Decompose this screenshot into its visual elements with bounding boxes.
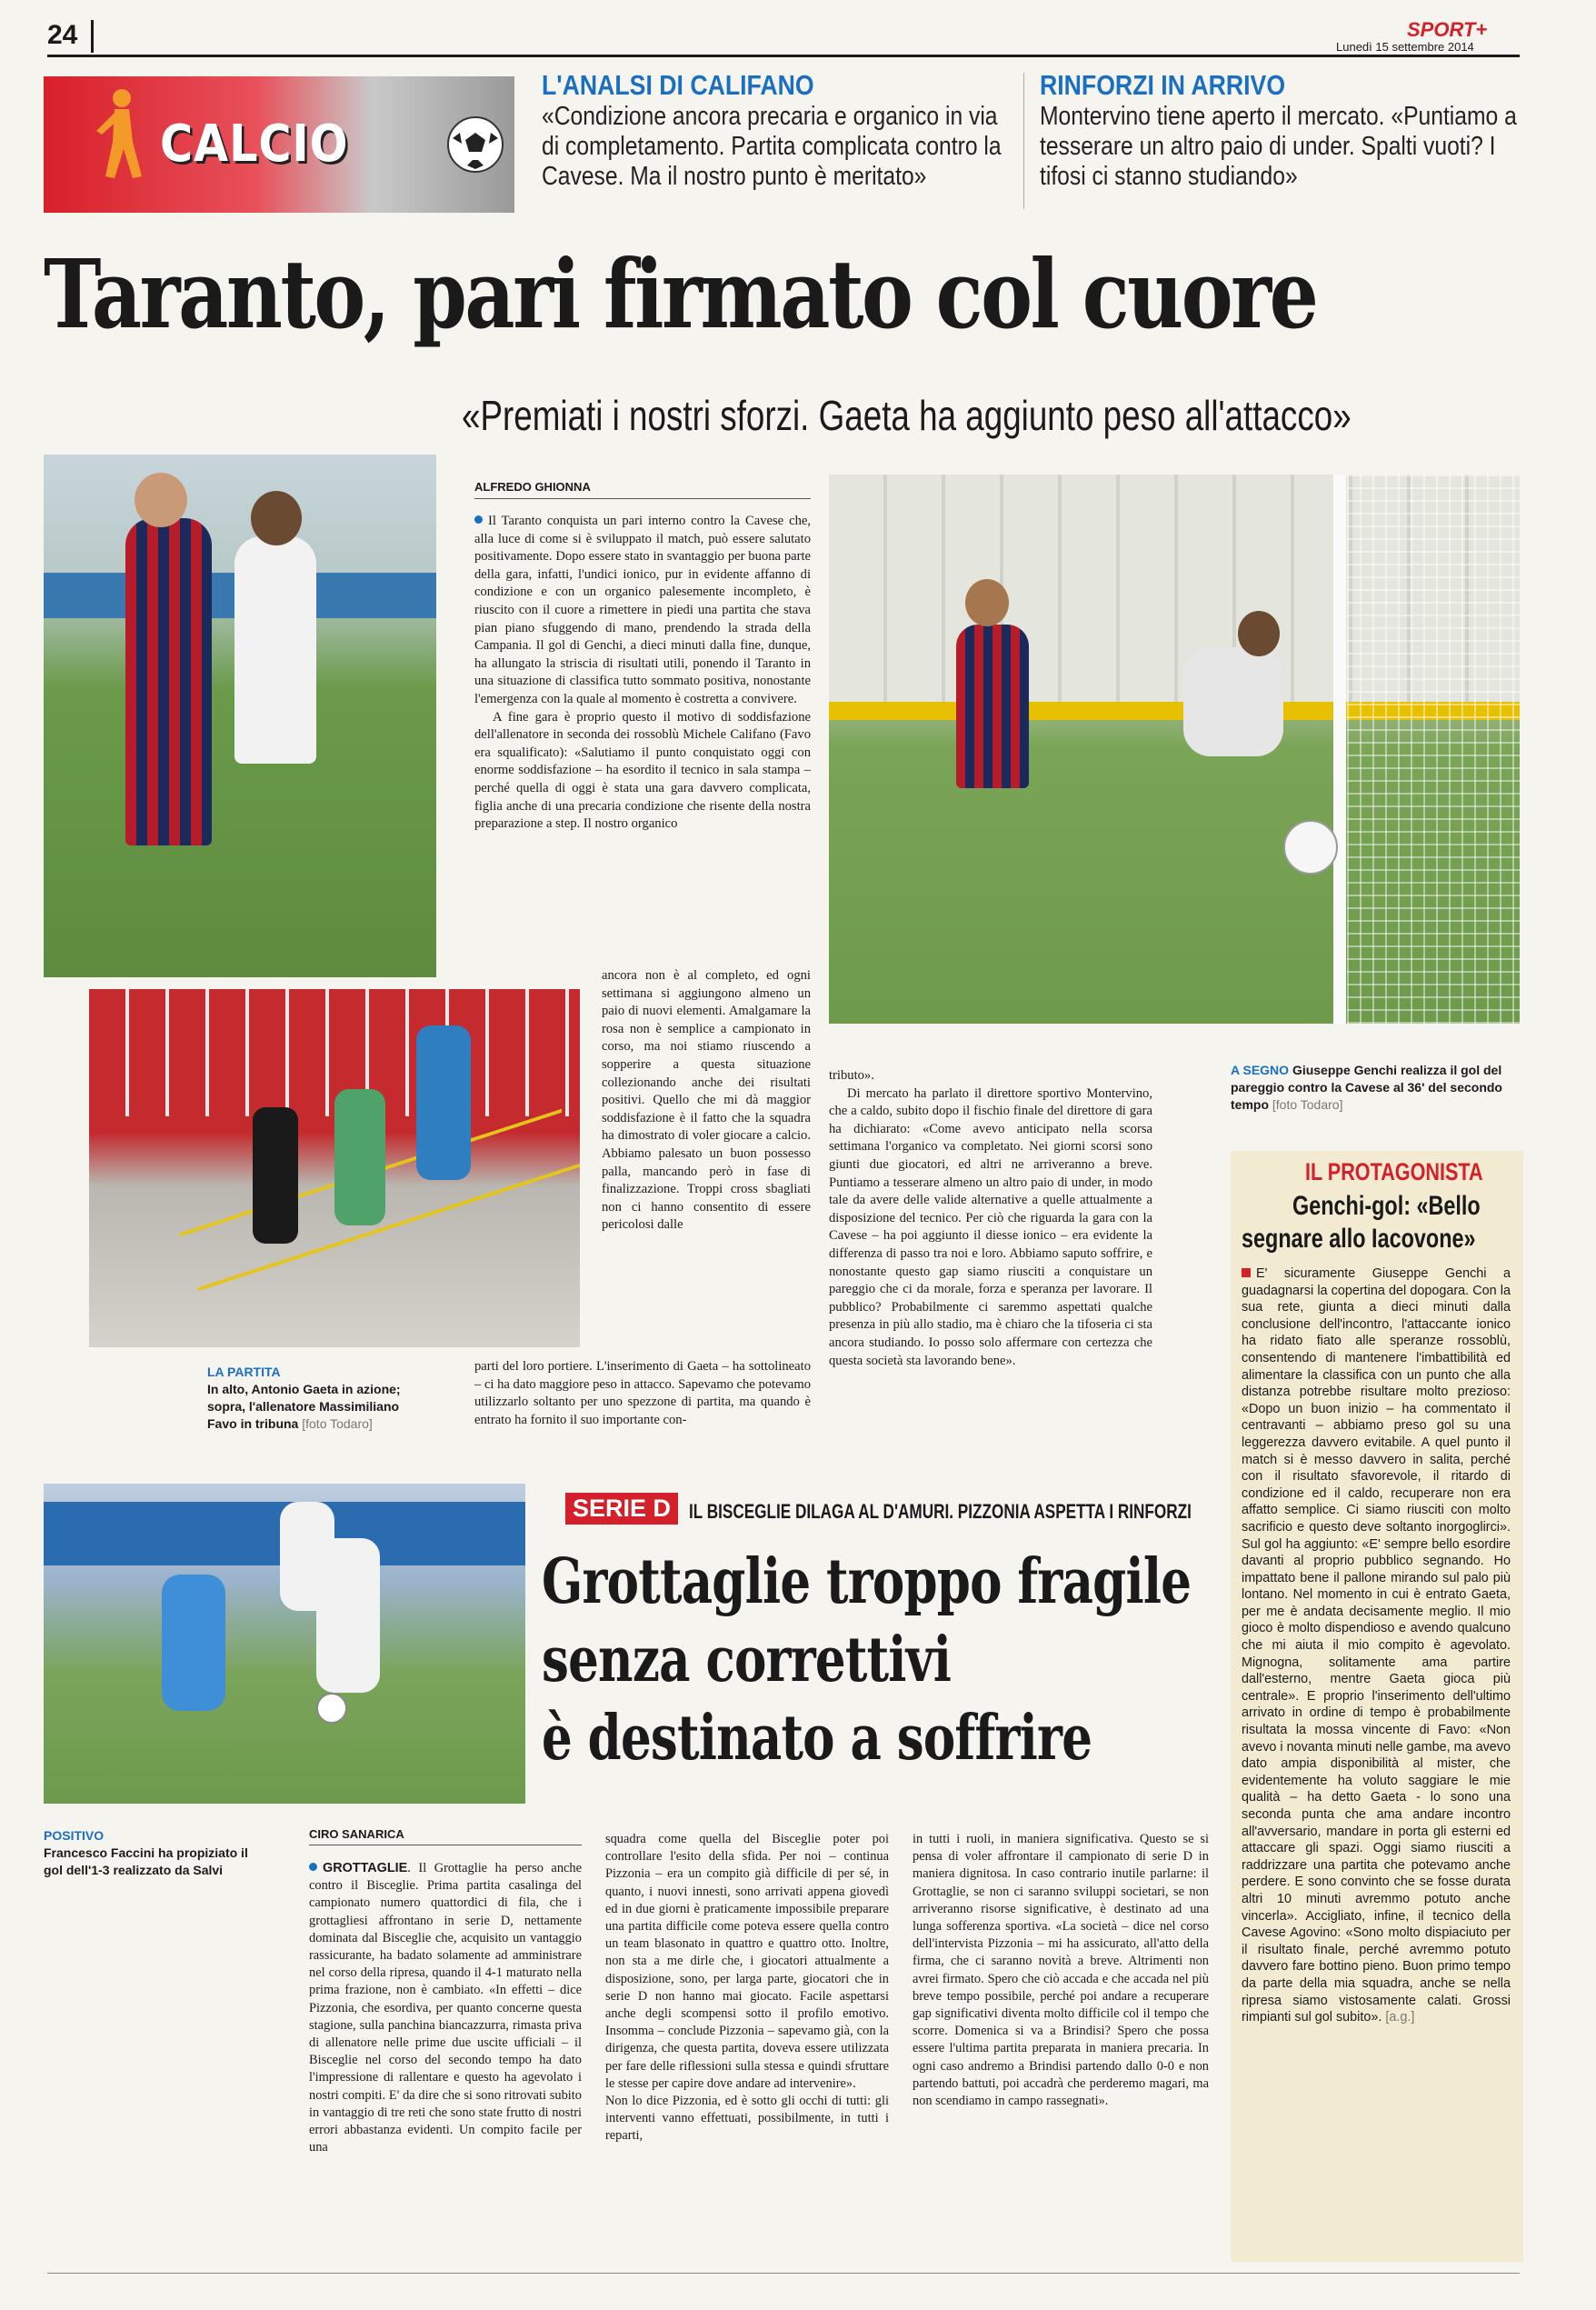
sidebar-title-line-1: Genchi-gol: «Bello	[1292, 1191, 1481, 1221]
serie-d-column-1	[309, 1860, 582, 2156]
main-headline: Taranto, pari firmato col cuore	[44, 238, 1317, 350]
paragraph: A fine gara è proprio questo il motivo di soddisfazione dell'allenatore in seconda dei rossoblù Michele Califano (Favo era squalificato): «Salutiamo il punto conquistato oggi con enorme soddisfazione – ha esordito il tecnico in sala stampa – perché quella di oggi è stata una gara davvero complicata, figlia anche di una precaria condizione che risente della nostra preparazione a step. Il nostro organico	[474, 709, 811, 832]
brand-logo: SPORT+	[1407, 18, 1488, 41]
main-article-column-1-narrow	[602, 967, 811, 1235]
sidebar-protagonista	[1231, 1151, 1523, 2262]
caption-text: Giuseppe Genchi realizza il gol del pareggio contro la Cavese al 36' del secondo tempo	[1231, 1063, 1502, 1112]
photo-credit: [foto Todaro]	[1272, 1097, 1343, 1112]
caption-partita	[207, 1364, 425, 1433]
caption-a-segno	[1231, 1062, 1521, 1114]
section-banner	[44, 76, 514, 213]
bullet-icon	[474, 515, 483, 524]
caption-label: A SEGNO	[1231, 1063, 1290, 1077]
photo-credit: [foto Todaro]	[302, 1416, 373, 1431]
sidebar-title-line-2: segnare allo Iacovone»	[1242, 1224, 1476, 1254]
caption-label: LA PARTITA	[207, 1365, 281, 1379]
serie-d-tag: SERIE D	[565, 1493, 678, 1525]
serie-d-column-3: in tutti i ruoli, in maniera significativa. Questo se si pensa di voler affrontare il campionato di serie D in maniera dignitosa. In caso contrario inutile parlarne: il Grottaglie, se non ci saranno sviluppi societari, se non arriveranno risorse significative, è destinato ad una lunga sofferenza sportiva. «La società – dice nel corso dell'intervista Pizzonia – mi ha assicurato, all'atto della firma, che ci saranno novità a breve. Altrimenti non avrei firmato. Spero che ciò accada e che accada nel più breve tempo possibile, perché poi andare a recuperare gap significativi diventa molto difficile col il tempo che scorre. Domenica si va a Brindisi? Spero che possa essere l'ultima partita preparata in maniera precaria. In ogni caso andremo a Brindisi partendo dallo 0-0 e non partendo battuti, poi accadrà che perderemo magari, ma non scendiamo in campo rassegnati».	[913, 1832, 1209, 2109]
page-number-divider	[91, 20, 94, 53]
paragraph: tributo».	[829, 1068, 874, 1083]
serie-d-byline: CIRO SANARICA	[309, 1827, 404, 1841]
header-rule	[47, 55, 1520, 57]
caption-text: In alto, Antonio Gaeta in azione; sopra, l'allenatore Massimiliano Favo in tribuna	[207, 1382, 401, 1431]
teaser-califano-title: L'ANALSI DI CALIFANO	[542, 69, 814, 101]
teaser-rinforzi-body: Montervino tiene aperto il mercato. «Puntiamo a tesserare un altro paio di under. Spalti vuoti? I tifosi ci stanno studiando»	[1040, 102, 1517, 191]
main-article-column-1-tail	[474, 1358, 811, 1429]
serie-d-headline-line-3: è destinato a soffrire	[542, 1702, 1092, 1775]
sidebar-kicker: IL PROTAGONISTA	[1305, 1158, 1483, 1185]
paragraph: GROTTAGLIE. Il Grottaglie ha perso anche contro il Bisceglie. Prima partita casalinga del campionato numero quattordici di fila, che i grottagliesi affrontano in serie D, nettamente dominata dal Bisceglie che, acquisito un vantaggio rassicurante, ha badato solamente ad amministrare nel corso della ripresa, quando il 4-1 maturato nella prima frazione, non è cambiato. «In effetti – dice Pizzonia, che esordiva, per quanto concerne questa stagione, sulla panchina biancazzurra, rimasta priva di allenatore nelle prime due uscite ufficiali – il Bisceglie nel corso del secondo tempo ha dato l'impressione di rallentare e questo ha agevolato i nostri compiti. E' da dire che si sono ritrovati subito in vantaggio di tre reti che sono state frutto di nostri errori abbastanza evidenti. Un compito facile per una	[309, 1861, 582, 2155]
serie-d-headline-line-2: senza correttivi	[542, 1624, 952, 1696]
serie-d-strap: IL BISCEGLIE DILAGA AL D'AMURI. PIZZONIA ASPETTA I RINFORZI	[689, 1500, 1192, 1523]
caption-text: Francesco Faccini ha propiziato il gol dell'1-3 realizzato da Salvi	[44, 1845, 248, 1877]
serie-d-headline-line-1: Grottaglie troppo fragile	[542, 1545, 1192, 1618]
paragraph: parti del loro portiere. L'inserimento di Gaeta – ha sottolineato – ci ha dato maggiore peso in attacco. Sapevamo che potevamo utilizzarlo soltanto per uno spezzone di partita, ma quando è entrato ha fornito il suo importante con-	[474, 1359, 811, 1427]
main-subheadline: «Premiati i nostri sforzi. Gaeta ha aggiunto peso all'attacco»	[462, 392, 1352, 439]
section-label: CALCIO	[160, 115, 349, 174]
photo-gaeta-action	[44, 455, 436, 977]
bottom-rule	[47, 2273, 1520, 2274]
red-square-icon	[1242, 1268, 1251, 1277]
sidebar-signature: [a.g.]	[1385, 2010, 1415, 2025]
main-article-column-2	[829, 1067, 1152, 1370]
caption-positivo	[44, 1827, 253, 1879]
byline-rule	[474, 498, 811, 499]
teaser-rinforzi-title: RINFORZI IN ARRIVO	[1040, 69, 1286, 101]
soccer-ball-icon	[444, 113, 507, 176]
issue-date: Lunedì 15 settembre 2014	[1336, 40, 1474, 54]
bullet-icon	[309, 1863, 317, 1871]
main-byline: ALFREDO GHIONNA	[474, 480, 591, 494]
photo-genchi-goal	[829, 475, 1520, 1024]
photo-faccini	[44, 1484, 525, 1804]
caption-label: POSITIVO	[44, 1828, 105, 1843]
main-article-column-1	[474, 513, 811, 834]
dateline: GROTTAGLIE	[323, 1861, 408, 1875]
page-number: 24	[47, 20, 78, 50]
sidebar-body: E' sicuramente Giuseppe Genchi a guadagnarsi la copertina del dopogara. Con la sua rete, giunta a dieci minuti dalla conclusione dell'incontro, l'attaccante ionico ha ridato fiato alle speranze rossoblù, consentendo di mantenere l'imbattibilità ed alimentare la classifica con un punto che alla distanza potrebbe risultare molto prezioso: «Dopo un buon inizio – ha commentato il centravanti – abbiamo preso gol su una leggerezza davvero evitabile. A quel punto il match si è messo davvero in salita, perché con il risultato sfavorevole, il ritardo di condizione ed il caldo, recuperare non era affatto semplice. Ci siamo riusciti con molto sacrificio e questo deve soltanto inorgoglirci». Sul gol ha aggiunto: «E' sempre bello esordire davanti al proprio pubblico segnando. Ho impattato bene il pallone mirando sul palo più lontano. Nel momento in cui è entrato Gaeta, per me è andata decisamente meglio. Il mio gioco è molto dispendioso e avendo qualcuno che mi aiuta il mio compito è agevolato. Mignogna, solitamente ama partire dall'esterno, mentre Gaeta gioca più centrale». E proprio l'inserimento dell'ultimo arrivato in ordine di tempo è probabilmente risultata la mossa vincente di Favo: «Non avevo i novanta minuti nelle gambe, ma avevo dato ampia disponibilità al mister, che evidentemente ha voluto saggiare le mie qualità – ha detto Gaeta - lo sono una seconda punta che ama andare incontro all'avversario, mandare in porta gli esterni ed attaccare gli spazi. Oggi siamo riusciti a raddrizzare una partita che potevamo anche perdere. E sono convinto che se fosse durata altri 10 minuti avremmo potuto anche vincerla». Accigliato, infine, il tecnico della Cavese Agovino: «Sono molto dispiaciuto per il risultato finale, perché avremmo potuto davvero fare bottino pieno. Buon primo tempo da parte della mia squadra, anche se nella ripresa siamo vistosamente calati. Grossi rimpianti sul gol subito». [a.g.]	[1242, 1266, 1511, 2025]
serie-d-column-2-text: squadra come quella del Bisceglie poter poi controllare l'esito della sfida. Per noi – continua Pizzonia – era un compito già difficile di per sé, in quanto, i nuovi innesti, sono arrivati appena giovedì ed in due giorni è praticamente impossibile preparare una partita difficile come poteva essere quella contro un team blasonato in quattro e quattro otto. Inoltre, non sta a me dirle che, i giocatori attualmente a disposizione, sono, per larga parte, giocatori che in serie D non hanno mai giocato. Facile aspettarsi anche degli scompensi sotto il profilo emotivo. Insomma – conclude Pizzonia – sapevamo già, con la dirigenza, che questa partita, doveva essere utilizzata per fare delle riflessioni sulla stessa e quindi sfruttare le stesse per capire dove andare ad intervenire». Non lo dice Pizzonia, ed è sotto gli occhi di tutti: gli interventi vanno effettuati, possibilmente, in tutti i reparti,	[605, 1832, 889, 2144]
player-silhouette-icon	[87, 85, 151, 195]
paragraph: Di mercato ha parlato il direttore sportivo Montervino, che a caldo, subito dopo il fischio finale del direttore di gara ha dichiarato: «Come avevo anticipato nella scorsa settimana l'organico va completato. Nei giorni scorsi sono giunti due giocatori, ed altri ne arriveranno a breve. Puntiamo a tesserare almeno un altro paio di under, in modo tale da avere delle valide alternative a quelle attualmente a disposizione del tecnico. Per ciò che riguarda la gara con la Cavese – ha poi aggiunto il diesse ionico – era evidente la differenza di passo tra noi e loro. Abbiamo saputo soffrire, e nonostante questo gap siamo riusciti a conquistare un pareggio che ci da morale, forza e speranza per lavorare. Il pubblico? Probabilmente ci saremmo aspettati qualche presenza in più allo stadio, ma è chiaro che la tifoseria ci sta ancora studiando. Io posso solo affermare con certezza che questa società sta lavorando bene».	[829, 1085, 1152, 1368]
teaser-califano-body: «Condizione ancora precaria e organico in via di completamento. Partita complicata contro la Cavese. Ma il nostro punto è meritato»	[542, 102, 1002, 191]
paragraph: Il Taranto conquista un pari interno contro la Cavese che, alla luce di come si è sviluppato il match, può essere salutato positivamente. Dopo essere stato in svantaggio per buona parte della gara, infatti, l'undici ionico, pur in evidente affanno di condizione e con un organico palesemente incompleto, è riuscito con il cuore a rimettere in piedi una partita che stava pian piano sfuggendo di mano, prendendo la strada della Campania. Il gol di Genchi, a dieci minuti dalla fine, dunque, ha allungato la striscia di risultati utili, ponendo il Taranto in una situazione di classifica tutto sommato positiva, nonostante l'emergenza con la quale al momento è costretta a convivere.	[474, 514, 811, 706]
photo-favo-tribune	[89, 989, 580, 1347]
teaser-divider	[1023, 73, 1024, 209]
paragraph: ancora non è al completo, ed ogni settimana si aggiungono almeno un paio di nuovi elementi. Amalgamare la rosa non è semplice a campionato in corso, ma noi stiamo riuscendo a sopperire a questa situazione collezionando anche dei risultati positivi. Quello che mi dà maggior soddisfazione è il fatto che la squadra ha dimostrato di voler giocare a calcio. Abbiamo palesato un buon possesso palla, mancando però in fase di finalizzazione. Troppi cross sbagliati non ci hanno consentito di essere pericolosi dalle	[602, 968, 811, 1233]
